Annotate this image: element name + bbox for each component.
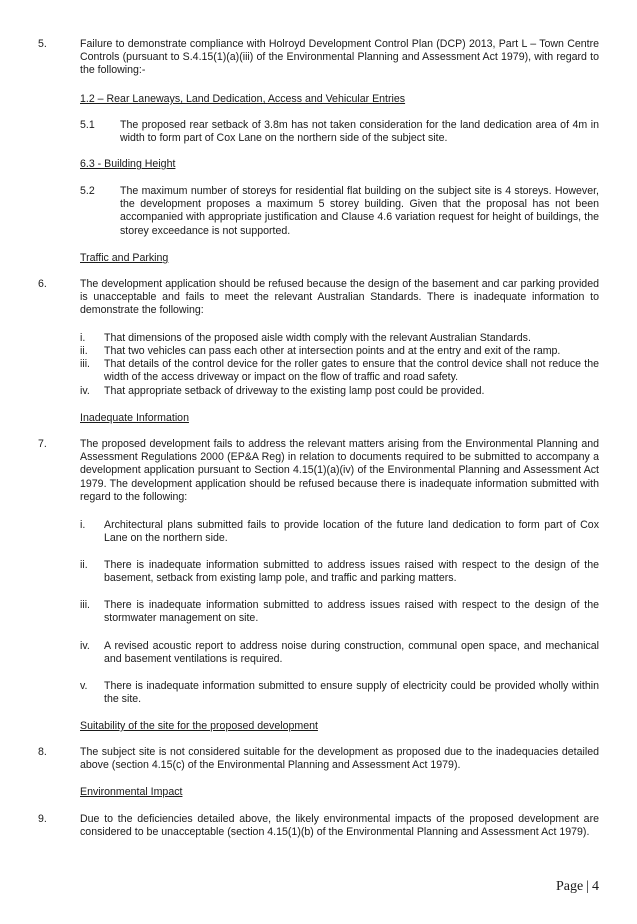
item-number: 5.	[38, 38, 47, 50]
list-item-number: iii.	[80, 599, 91, 611]
list-item-text: That appropriate setback of driveway to the existing lamp post could be provided.	[104, 385, 485, 397]
list-item-text: There is inadequate information submitted to address issues raised with respect to the design of the basement, setback from existing lamp pole, and traffic and parking matters.	[104, 559, 599, 585]
section-heading: Traffic and Parking	[80, 252, 169, 264]
section-heading: 6.3 - Building Height	[80, 158, 176, 170]
page-label: Page	[555, 879, 584, 894]
list-item-number: v.	[80, 680, 88, 692]
list-item-text: Architectural plans submitted fails to provide location of the future land dedication to form part of Cox Lane on the northern side.	[104, 519, 599, 545]
section-heading: Suitability of the site for the proposed development	[80, 720, 318, 732]
list-item-number: iii.	[80, 358, 91, 370]
list-item-number: ii.	[80, 559, 88, 571]
page-separator: |	[586, 879, 589, 894]
section-heading: Inadequate Information	[80, 412, 189, 424]
page-number: 4	[592, 879, 599, 894]
item-text: The development application should be refused because the design of the basement and car parking provided is unacceptable and fails to meet the relevant Australian Standards. There is inadequate information to demonstrate the following:	[80, 278, 599, 317]
list-item-number: iv.	[80, 385, 90, 397]
item-text: Failure to demonstrate compliance with Holroyd Development Control Plan (DCP) 2013, Part L – Town Centre Controls (pursuant to S.4.15(1)(a)(iii) of the Environmental Planning and Assessment Act 1979), with regard to the following:-	[80, 38, 599, 77]
item-number: 8.	[38, 746, 47, 758]
subitem-text: The proposed rear setback of 3.8m has not taken consideration for the land dedication area of 4m in width to form part of Cox Lane on the northern side of the subject site.	[120, 119, 599, 145]
list-item-text: A revised acoustic report to address noise during construction, communal open space, and mechanical and basement ventilations is required.	[104, 640, 599, 666]
list-item-number: iv.	[80, 640, 90, 652]
item-number: 9.	[38, 813, 47, 825]
list-item-text: That two vehicles can pass each other at intersection points and at the entry and exit of the ramp.	[104, 345, 561, 357]
subitem-number: 5.1	[80, 119, 95, 131]
list-item-number: ii.	[80, 345, 88, 357]
page-footer	[556, 880, 599, 893]
section-heading: Environmental Impact	[80, 786, 183, 798]
list-item-text: That details of the control device for the roller gates to ensure that the control device shall not reduce the width of the access driveway or impact on the flow of traffic and road safety.	[104, 358, 599, 384]
item-text: The proposed development fails to address the relevant matters arising from the Environmental Planning and Assessment Regulations 2000 (EP&A Reg) in relation to documents required to be submitted to accompany a development application pursuant to Section 4.15(1)(a)(iv) of the Environmental Planning and Assessment Act 1979. The development application should be refused because there is inadequate information submitted with regard to the following:	[80, 438, 599, 503]
list-item-text: There is inadequate information submitted to address issues raised with respect to the design of the stormwater management on site.	[104, 599, 599, 625]
item-number: 6.	[38, 278, 47, 290]
item-text: The subject site is not considered suitable for the development as proposed due to the inadequacies detailed above (section 4.15(c) of the Environmental Planning and Assessment Act 1979).	[80, 746, 599, 772]
list-item-number: i.	[80, 519, 86, 531]
item-number: 7.	[38, 438, 47, 450]
list-item-number: i.	[80, 332, 86, 344]
section-heading: 1.2 – Rear Laneways, Land Dedication, Access and Vehicular Entries	[80, 93, 406, 105]
list-item-text: There is inadequate information submitted to ensure supply of electricity could be provided wholly within the site.	[104, 680, 599, 706]
item-text: Due to the deficiencies detailed above, the likely environmental impacts of the proposed development are considered to be unacceptable (section 4.15(1)(b) of the Environmental Planning and Assessment Act 1979).	[80, 813, 599, 839]
subitem-number: 5.2	[80, 185, 95, 197]
list-item-text: That dimensions of the proposed aisle width comply with the relevant Australian Standards.	[104, 332, 531, 344]
subitem-text: The maximum number of storeys for residential flat building on the subject site is 4 storeys. However, the development proposes a maximum 5 storey building. Given that the proposal has not been accompanied with appropriate justification and Clause 4.6 variation request for height of buildings, the storey exceedance is not supported.	[120, 185, 599, 237]
